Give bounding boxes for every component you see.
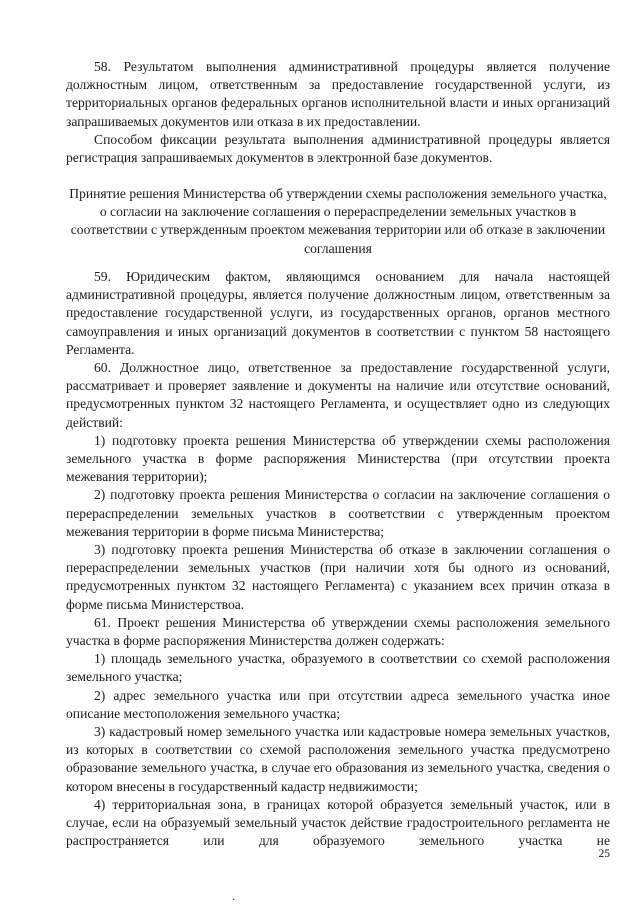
- paragraph-61-item-4: 4) территориальная зона, в границах которой образуется земельный участок, или в случае, если на образуемый земельный участок действие градостроительного регламента не распространяется или для образуемого земельного участка не: [66, 796, 610, 849]
- paragraph-59: 59. Юридическим фактом, являющимся основанием для начала настоящей административной процедуры, является получение должностным лицом, ответственным за предоставление государственной услуги, из государственных органов, органов местного самоуправления и иных организаций документов в соответствии с пунктом 58 настоящего Регламента.: [66, 269, 610, 357]
- paragraph-61-item-1: 1) площадь земельного участка, образуемого в соответствии со схемой расположения земельного участка;: [66, 651, 610, 685]
- scan-speck: ·: [232, 895, 236, 906]
- section-title: Принятие решения Министерства об утверждении схемы расположения земельного участка, о согласии на заключение соглашения о перераспределении земельных участков в соответствии с утвержденным проектом межевания территории или об отказе в заключении соглашения: [69, 186, 607, 256]
- paragraph-60-item-2: 2) подготовку проекта решения Министерства о согласии на заключение соглашения о перераспределении земельных участков в соответствии с утвержденным проектом межевания территории в форме письма Министерства;: [66, 487, 610, 539]
- paragraph-61-item-2: 2) адрес земельного участка или при отсутствии адреса земельного участка иное описание местоположения земельного участка;: [66, 687, 610, 721]
- section-body: [66, 268, 610, 851]
- page-number: 25: [598, 848, 610, 860]
- paragraph-61: 61. Проект решения Министерства об утверждении схемы расположения земельного участка в форме распоряжения Министерства должен содержать:: [66, 614, 610, 649]
- paragraph-61-item-3: 3) кадастровый номер земельного участка или кадастровые номера земельных участков, из которых в соответствии со схемой расположения земельного участка предусмотрено образование земельного участка, в случае его образования из земельного участка, сведения о котором внесены в государственный кадастр недвижимости;: [66, 724, 610, 794]
- paragraph-58-fixation: Способом фиксации результата выполнения административной процедуры является регистрация запрашиваемых документов в электронной базе документов.: [66, 131, 610, 166]
- section-heading: [66, 185, 610, 258]
- paragraph-60-item-3: 3) подготовку проекта решения Министерства об отказе в заключении соглашения о перераспределении земельных участков (при наличии хотя бы одного из оснований, предусмотренных пунктом 32 настоящего Регламента) с указанием всех причин отказа в форме письма Министерствоа.: [66, 542, 610, 612]
- section-58: [66, 58, 610, 167]
- paragraph-58: 58. Результатом выполнения административной процедуры является получение должностным лицом, ответственным за предоставление государственной услуги, из территориальных органов федеральных органов исполнительной власти и иных организаций запрашиваемых документов или отказа в их предоставлении.: [66, 59, 610, 129]
- paragraph-60: 60. Должностное лицо, ответственное за предоставление государственной услуги, рассматривает и проверяет заявление и документы на наличие или отсутствие оснований, предусмотренных пунктом 32 настоящего Регламента, и осуществляет одно из следующих действий:: [66, 360, 610, 430]
- paragraph-60-item-1: 1) подготовку проекта решения Министерства об утверждении схемы расположения земельного участка в форме распоряжения Министерства (при отсутствии проекта межевания территории);: [66, 432, 610, 485]
